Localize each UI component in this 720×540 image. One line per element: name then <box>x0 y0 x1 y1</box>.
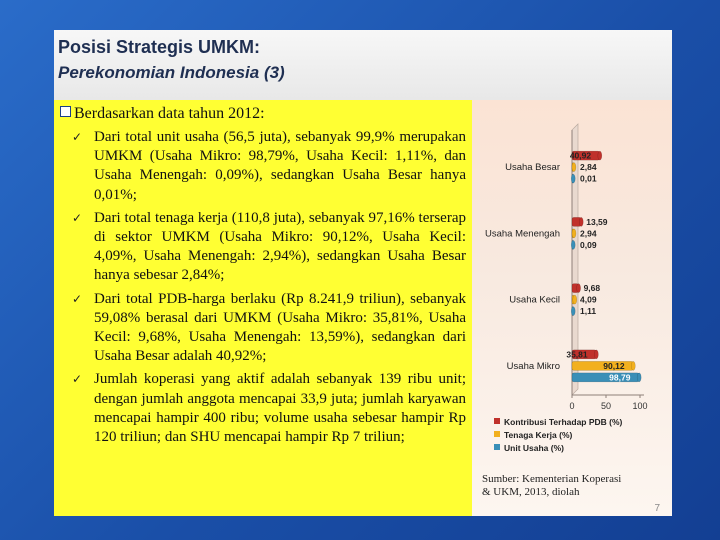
bar-cap <box>573 295 577 304</box>
legend-label: Unit Usaha (%) <box>504 443 564 453</box>
data-label: 1,11 <box>580 306 597 317</box>
data-label: 13,59 <box>586 216 608 227</box>
bullet-item <box>72 370 466 447</box>
bullet-text: Dari total tenaga kerja (110,8 juta), sebanyak 97,16% terserap di sektor UMKM (Usaha Mikro: 90,12%, Usaha Kecil: 4,09%, Usaha Menengah: 2,94%), sedangkan Usaha Besar hanya sebesar 2,84%; <box>94 209 466 284</box>
data-label: 4,09 <box>580 294 597 305</box>
data-label: 2,94 <box>580 228 597 239</box>
x-tick-label: 0 <box>569 401 575 411</box>
bar-cap <box>571 240 575 249</box>
intro-text: Berdasarkan data tahun 2012: <box>74 105 265 122</box>
source-note <box>482 473 621 499</box>
bar-cap <box>598 151 602 160</box>
page-number: 7 <box>654 503 660 514</box>
chart-panel <box>472 100 672 516</box>
title-band <box>54 30 672 100</box>
bar-cap <box>577 284 581 293</box>
bar-cap <box>631 361 635 370</box>
legend-swatch <box>494 431 500 437</box>
slide-subtitle: Perekonomian Indonesia (3) <box>58 63 285 82</box>
legend-swatch <box>494 444 500 450</box>
data-label: 40,92 <box>569 150 592 161</box>
source-line-1: Sumber: Kementerian Koperasi <box>482 473 622 485</box>
bar-cap <box>594 350 598 359</box>
x-tick-label: 100 <box>632 401 648 411</box>
slide-title: Posisi Strategis UMKM: <box>58 37 261 57</box>
bar-cap <box>572 229 576 238</box>
data-label: 90,12 <box>603 360 625 371</box>
text-panel <box>54 100 472 516</box>
bullet-text: Jumlah koperasi yang aktif adalah sebanyak 139 ribu unit; dengan jumlah anggota mencapai 33,9 juta; jumlah karyawan mencapai hampir 400 ribu; volume usaha sebesar hampir Rp 120 triliun; dan SHU mencapai hampir Rp 7 triliun; <box>94 371 466 446</box>
data-label: 2,84 <box>580 162 597 173</box>
check-icon: ✓ <box>72 372 83 387</box>
bullet-item <box>72 128 466 205</box>
legend-label: Tenaga Kerja (%) <box>504 430 573 440</box>
category-label: Usaha Kecil <box>509 294 560 306</box>
bullet-list <box>72 128 466 451</box>
bullet-text: Dari total PDB-harga berlaku (Rp 8.241,9 triliun), sebanyak 59,08% berasal dari UMKM (Usaha Mikro: 35,81%, Usaha Kecil: 9,68%, Usaha Menengah: 13,59%), sedangkan dari Usaha Besar adalah 40,92%; <box>94 290 466 365</box>
data-label: 98,79 <box>609 372 631 383</box>
bar-chart <box>472 100 672 470</box>
bullet-text: Dari total unit usaha (56,5 juta), sebanyak 99,9% merupakan UMKM (Usaha Mikro: 98,79%, Usaha Kecil: 1,11%, dan Usaha Menengah: 0,09%), sedangkan Usaha Besar hanya 0,01%; <box>94 129 466 203</box>
data-label: 0,09 <box>580 239 597 250</box>
bar-cap <box>572 163 576 172</box>
data-label: 0,01 <box>580 173 597 184</box>
intro-line <box>60 105 265 123</box>
data-label: 35,81 <box>566 349 588 360</box>
category-label: Usaha Menengah <box>485 228 560 240</box>
slide <box>54 30 672 516</box>
check-icon: ✓ <box>72 291 83 306</box>
square-bullet-icon <box>60 106 71 117</box>
bullet-item <box>72 290 466 367</box>
data-label: 9,68 <box>583 283 601 294</box>
bar-cap <box>571 307 575 316</box>
legend-swatch <box>494 418 500 424</box>
source-line-2: & UKM, 2013, diolah <box>482 486 580 498</box>
category-label: Usaha Besar <box>505 162 560 174</box>
bar-cap <box>637 373 641 382</box>
x-tick-label: 50 <box>600 401 612 411</box>
bar-cap <box>579 217 583 226</box>
category-label: Usaha Mikro <box>506 360 560 372</box>
check-icon: ✓ <box>72 210 83 225</box>
legend-label: Kontribusi Terhadap PDB (%) <box>504 417 623 427</box>
check-icon: ✓ <box>72 130 83 144</box>
bullet-item <box>72 209 466 286</box>
bar-cap <box>571 174 575 183</box>
